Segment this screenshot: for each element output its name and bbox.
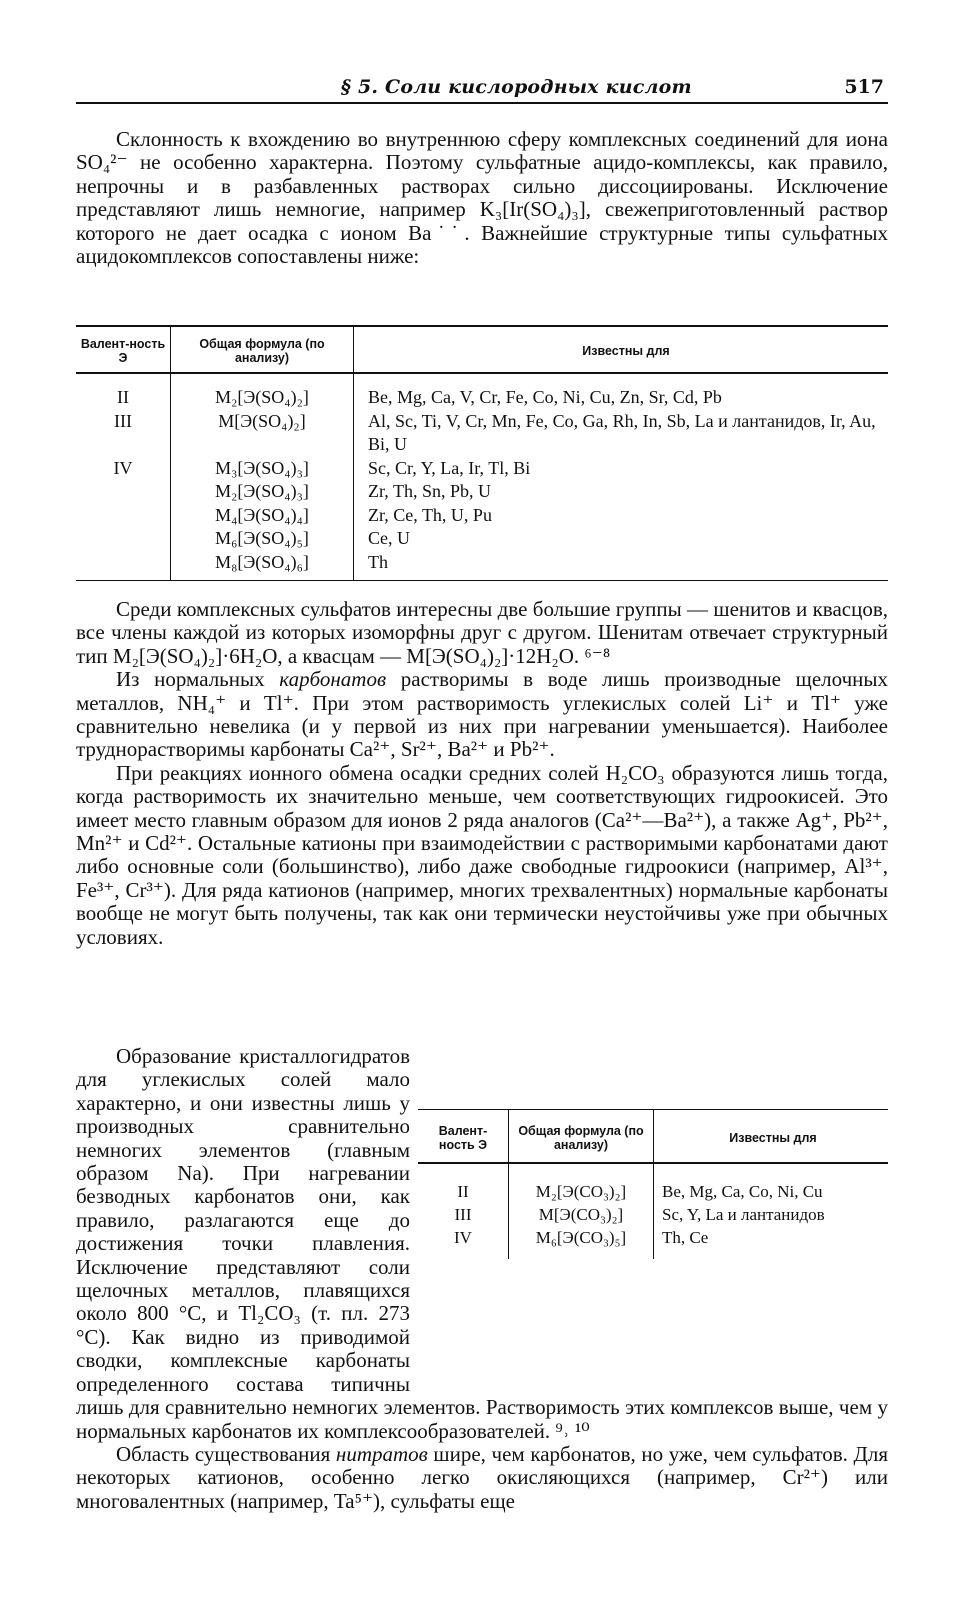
cell-formula: M[Э(SO₄)₂] bbox=[171, 410, 354, 457]
text-run: Образование кристаллогидратов для углекислых солей мало характерно, и они известны лишь у производных сравнительно немногих элементов (главным образом Na). При нагревании безводных карбонатов они, как правило, разлагаются еще до достижения точки плавления. Исключение представляют соли щелочных металлов, плавящихся около 800 °C, и Tl₂CO₃ (т. пл. 273 °C). Как видно из приводимой сводки, комплексные карбонаты определенного состава типичны лишь для сравнительно немногих элементов. Растворимость этих комплексов выше, чем у нормальных карбонатов их комплексообразователей. ⁹˒ ¹⁰ bbox=[76, 1044, 888, 1443]
column-header-valence: Валент-ность Э bbox=[418, 1110, 509, 1164]
cell-known: Be, Mg, Ca, Co, Ni, Cu bbox=[662, 1182, 823, 1201]
cell-formula: M₆[Э(CO₃)₅] bbox=[509, 1226, 654, 1259]
page-header bbox=[76, 76, 888, 104]
text-run: Из нормальных bbox=[116, 667, 280, 692]
cell-known: Sc, Y, La и лантанидов bbox=[662, 1205, 825, 1224]
cell-known: Th bbox=[354, 551, 889, 581]
cell-valence: II bbox=[76, 373, 171, 410]
table-row bbox=[76, 457, 888, 481]
cell-formula: M₄[Э(SO₄)₄] bbox=[171, 504, 354, 528]
table-row bbox=[76, 504, 888, 528]
page-number: 517 bbox=[844, 76, 884, 98]
text-run: Область существования bbox=[116, 1441, 336, 1466]
text-run: растворимы в воде лишь производные щелочных металлов, NH₄⁺ и Tl⁺. При этом растворимость углекислых солей Li⁺ и Tl⁺ уже сравнительно невелика (и у первой из них при нагревании уменьшается). Наиболее труднорастворимы карбонаты Ca²⁺, Sr²⁺, Ba²⁺ и Pb²⁺. bbox=[76, 667, 888, 762]
hydrates-text-block bbox=[76, 1045, 888, 1513]
cell-formula: M₂[Э(CO₃)₂] bbox=[509, 1163, 654, 1203]
italic-term: нитратов bbox=[335, 1441, 428, 1466]
column-header-formula: Общая формула (по анализу) bbox=[509, 1110, 654, 1164]
cell-valence bbox=[76, 480, 171, 504]
table-row bbox=[76, 410, 888, 457]
body-text-block bbox=[76, 598, 888, 949]
paragraph-double-salts: Среди комплексных сульфатов интересны две большие группы — шенитов и квасцов, все члены каждой из которых изоморфны друг с другом. Шенитам отвечает структурный тип M₂[Э(SO₄)₂]·6H₂O, а квасцам — M[Э(SO₄)₂]·12H₂O. ⁶⁻⁸ bbox=[76, 597, 888, 668]
cell-formula: M₂[Э(SO₄)₃] bbox=[171, 480, 354, 504]
column-header-valence: Валент-ность Э bbox=[76, 326, 171, 373]
cell-valence bbox=[76, 504, 171, 528]
column-header-formula: Общая формула (по анализу) bbox=[171, 326, 354, 373]
table-row bbox=[76, 551, 888, 581]
text-run: шире, чем карбонатов, но уже, чем сульфатов. Для некоторых катионов, особенно легко окисляющихся (например, Cr²⁺) или многовалентных (например, Ta⁵⁺), сульфаты еще bbox=[76, 1441, 888, 1513]
cell-valence: III bbox=[418, 1203, 509, 1226]
intro-paragraph-block bbox=[76, 128, 888, 268]
paragraph-nitrates bbox=[76, 1443, 888, 1513]
table-float-spacer bbox=[410, 1092, 888, 1388]
cell-valence bbox=[76, 551, 171, 581]
cell-formula: M₃[Э(SO₄)₃] bbox=[171, 457, 354, 481]
paragraph-ion-exchange: При реакциях ионного обмена осадки средних солей H₂CO₃ образуются лишь тогда, когда растворимость их значительно меньше, чем соответствующих гидроокисей. Это имеет место главным образом для ионов 2 ряда аналогов (Ca²⁺—Ba²⁺), а также Ag⁺, Pb²⁺, Mn²⁺ и Cd²⁺. Остальные катионы при взаимодействии с растворимыми карбонатами дают либо основные соли (большинство), либо даже свободные гидроокиси (например, Al³⁺, Fe³⁺, Cr³⁺). Для ряда катионов (например, многих трехвалентных) нормальные карбонаты вообще не могут быть получены, так как они термически неустойчивы уже при обычных условиях. bbox=[76, 760, 888, 949]
cell-known: Be, Mg, Ca, V, Cr, Fe, Co, Ni, Cu, Zn, Sr, Cd, Pb bbox=[368, 387, 722, 407]
column-header-known: Известны для bbox=[354, 326, 889, 373]
intro-paragraph: Склонность к вхождению во внутреннюю сферу комплексных соединений для иона SO₄²⁻ не особенно характерна. Поэтому сульфатные ацидо-комплексы, как правило, непрочны и в разбавленных растворах сильно диссоциированы. Исключение представляют лишь немногие, например K₃[Ir(SO₄)₃], свежеприготовленный раствор которого не дает осадка с ионом Ba˙˙. Важнейшие структурные типы сульфатных ацидокомплексов сопоставлены ниже: bbox=[76, 127, 888, 269]
column-header-known: Известны для bbox=[654, 1110, 889, 1164]
cell-formula: M₈[Э(SO₄)₆] bbox=[171, 551, 354, 581]
italic-term: карбонатов bbox=[279, 667, 387, 692]
cell-valence: IV bbox=[76, 457, 171, 481]
cell-known: Al, Sc, Ti, V, Cr, Mn, Fe, Co, Ga, Rh, In, Sb, La и лантанидов, Ir, Au, Bi, U bbox=[368, 410, 876, 454]
cell-valence: II bbox=[418, 1163, 509, 1203]
cell-formula: M₂[Э(SO₄)₂] bbox=[171, 373, 354, 410]
sulfate-complex-table bbox=[76, 325, 888, 581]
table-row bbox=[76, 373, 888, 410]
cell-known: Th, Ce bbox=[662, 1228, 709, 1247]
table-row bbox=[76, 527, 888, 551]
cell-known: Zr, Ce, Th, U, Pu bbox=[368, 504, 492, 525]
table-header-row bbox=[76, 326, 888, 373]
cell-formula: M[Э(CO₃)₂] bbox=[509, 1203, 654, 1226]
cell-known: Zr, Th, Sn, Pb, U bbox=[368, 481, 491, 501]
table-row bbox=[76, 480, 888, 504]
running-title: § 5. Соли кислородных кислот bbox=[341, 76, 692, 98]
cell-valence bbox=[76, 527, 171, 551]
cell-known: Sc, Cr, Y, La, Ir, Tl, Bi bbox=[368, 457, 531, 478]
paragraph-hydrates bbox=[76, 1045, 888, 1443]
cell-valence: III bbox=[76, 410, 171, 457]
cell-formula: M₆[Э(SO₄)₅] bbox=[171, 527, 354, 551]
cell-valence: IV bbox=[418, 1226, 509, 1259]
cell-known: Ce, U bbox=[368, 528, 410, 548]
paragraph-carbonates bbox=[76, 668, 888, 762]
